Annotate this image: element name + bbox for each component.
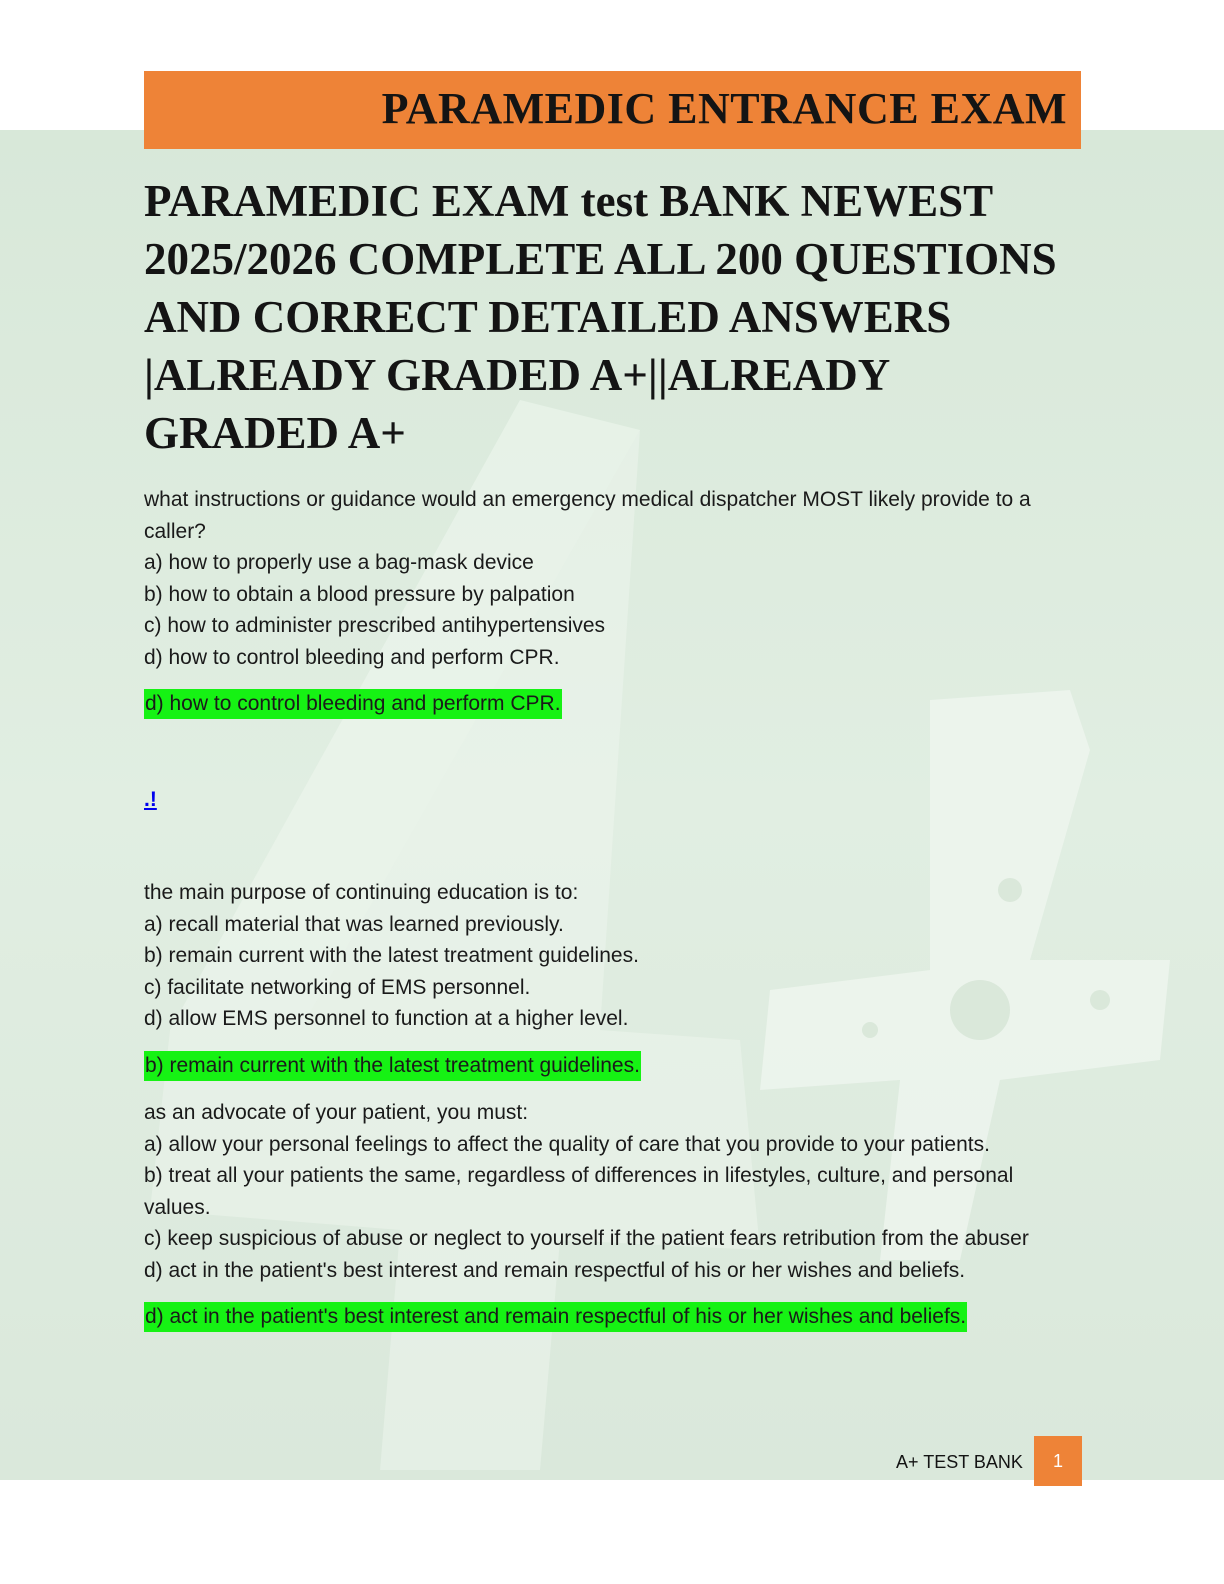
page-number: 1 — [1034, 1436, 1082, 1486]
question-prompt: the main purpose of continuing education is to: — [144, 881, 579, 904]
answer-highlight: b) remain current with the latest treatment guidelines. — [144, 1051, 641, 1081]
question-2 — [144, 877, 1084, 1081]
option-b: b) how to obtain a blood pressure by palpation — [144, 582, 575, 606]
question-prompt: what instructions or guidance would an emergency medical dispatcher MOST likely provide to a caller? — [144, 488, 1031, 543]
option-b: b) remain current with the latest treatment guidelines. — [144, 944, 639, 967]
option-d: d) act in the patient's best interest and remain respectful of his or her wishes and beliefs. — [144, 1258, 966, 1282]
option-a: a) recall material that was learned previously. — [144, 912, 564, 936]
option-a: a) allow your personal feelings to affect the quality of care that you provide to your patients. — [144, 1132, 990, 1156]
answer-highlight: d) how to control bleeding and perform CPR. — [144, 689, 562, 719]
header-banner — [144, 71, 1081, 149]
option-c: c) facilitate networking of EMS personnel. — [144, 975, 531, 999]
option-c: c) how to administer prescribed antihypertensives — [144, 614, 606, 637]
option-d: d) how to control bleeding and perform CPR. — [144, 645, 560, 669]
option-d: d) allow EMS personnel to function at a higher level. — [144, 1007, 629, 1030]
question-prompt: as an advocate of your patient, you must: — [144, 1101, 529, 1124]
spacer — [144, 720, 1084, 784]
question-list — [144, 484, 1084, 1333]
inline-link[interactable]: .! — [144, 787, 157, 811]
spacer — [144, 815, 1084, 877]
footer-label: A+ TEST BANK — [896, 1452, 1023, 1472]
option-b: b) treat all your patients the same, regardless of differences in lifestyles, culture, and personal values. — [144, 1164, 1014, 1219]
spacer — [144, 1081, 1084, 1097]
question-3 — [144, 1097, 1084, 1333]
document-title: PARAMEDIC EXAM test BANK NEWEST 2025/2026 COMPLETE ALL 200 QUESTIONS AND CORRECT DETAILED ANSWERS |ALREADY GRADED A+||ALREADY GRADED A+ — [144, 176, 1057, 458]
option-a: a) how to properly use a bag-mask device — [144, 551, 534, 574]
answer-highlight: d) act in the patient's best interest and remain respectful of his or her wishes and beliefs. — [144, 1302, 967, 1332]
banner-title: PARAMEDIC ENTRANCE EXAM — [381, 84, 1067, 133]
option-c: c) keep suspicious of abuse or neglect to yourself if the patient fears retribution from the abuser — [144, 1227, 1029, 1250]
question-1 — [144, 484, 1084, 720]
